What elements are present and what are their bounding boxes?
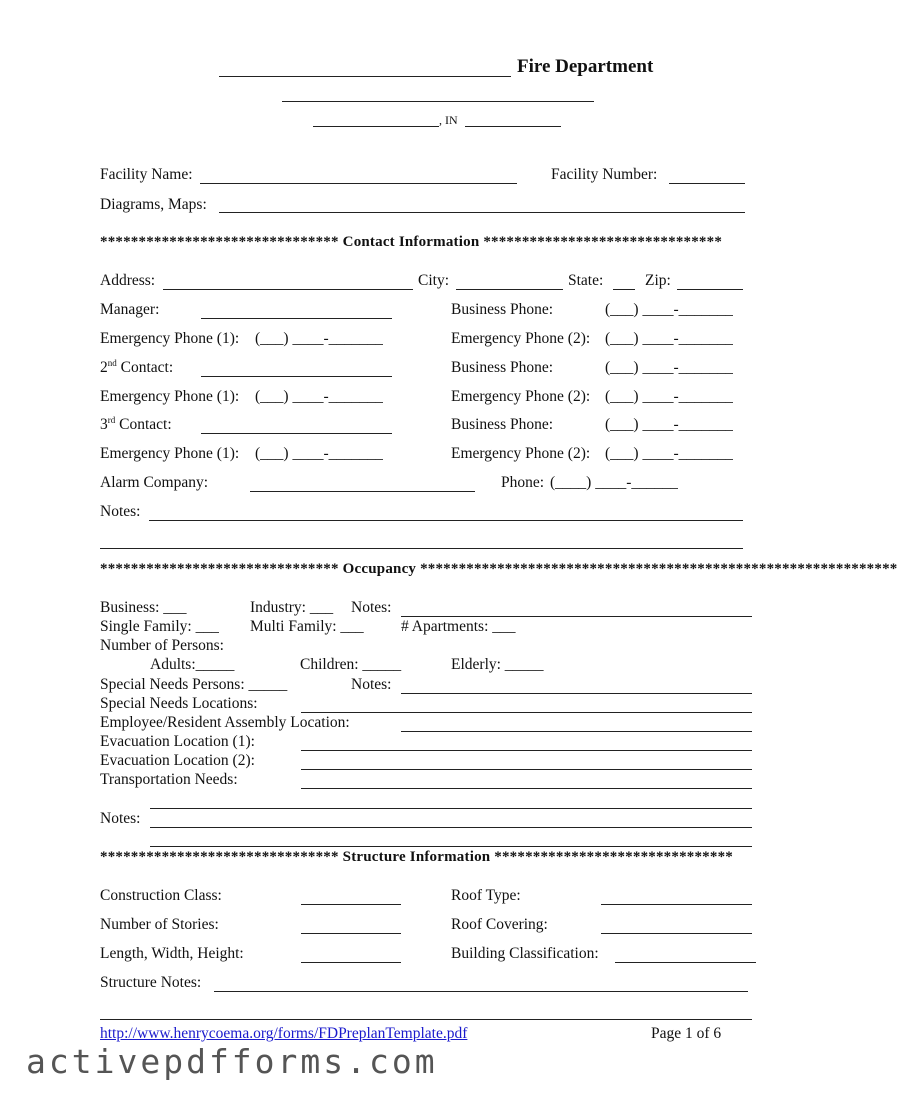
facility-name-field[interactable] [200,183,517,184]
third-contact-label [100,416,172,434]
occupancy-notes-field[interactable] [401,616,752,617]
occupancy-notes-label: Notes: [351,599,392,616]
facility-number-label: Facility Number: [551,166,658,183]
city-label: City: [418,272,450,289]
single-family-label[interactable]: Single Family: ___ [100,618,219,635]
address-line-blank[interactable] [282,101,594,102]
third-ordinal: 3 [100,416,108,433]
second-contact-label [100,359,173,377]
third-contact-field[interactable] [201,433,392,434]
evacuation-location-2-label: Evacuation Location (2): [100,752,255,769]
zip-label: Zip: [645,272,671,289]
department-name-blank[interactable] [219,76,511,77]
manager-business-phone-field[interactable]: (___) ____-_______ [605,301,733,318]
children-label[interactable]: Children: _____ [300,656,402,673]
number-of-stories-field[interactable] [301,933,401,934]
multi-family-label[interactable]: Multi Family: ___ [250,618,364,635]
address-label: Address: [100,272,156,289]
special-needs-notes-label: Notes: [351,676,392,693]
second-emergency2-field[interactable]: (___) ____-_______ [605,388,733,405]
structure-notes-field-1[interactable] [214,991,748,992]
address-field[interactable] [163,289,413,290]
second-business-phone-field[interactable]: (___) ____-_______ [605,359,733,376]
manager-label: Manager: [100,301,160,318]
occupancy-notes2-field-3[interactable] [150,846,752,847]
manager-business-phone-label: Business Phone: [451,301,554,318]
building-classification-label: Building Classification: [451,945,599,962]
adults-label[interactable]: Adults:_____ [150,656,235,673]
occupancy-notes2-field-1[interactable] [150,808,752,809]
roof-covering-label: Roof Covering: [451,916,548,933]
second-business-phone-label: Business Phone: [451,359,554,376]
third-emergency1-field[interactable]: (___) ____-_______ [255,445,383,462]
alarm-phone-label: Phone: [501,474,545,491]
state-field[interactable] [613,289,635,290]
stars-left: ******************************* [100,561,339,577]
alarm-company-field[interactable] [250,491,475,492]
contact-notes-field-1[interactable] [149,520,743,521]
special-needs-notes-field[interactable] [401,693,752,694]
transportation-needs-field[interactable] [301,788,752,789]
roof-type-label: Roof Type: [451,887,521,904]
special-needs-persons-label[interactable]: Special Needs Persons: _____ [100,676,288,693]
contact-section-title: Contact Information [342,234,480,250]
construction-class-label: Construction Class: [100,887,222,904]
manager-emergency1-field[interactable]: (___) ____-_______ [255,330,383,347]
third-ordinal-suffix: rd [107,415,116,425]
second-ordinal: 2 [100,359,108,376]
length-width-height-field[interactable] [301,962,401,963]
stars-right: ******************************* [420,561,659,577]
third-emergency2-label: Emergency Phone (2): [451,445,591,462]
manager-emergency2-label: Emergency Phone (2): [451,330,591,347]
special-needs-locations-label: Special Needs Locations: [100,695,258,712]
occupancy-section-title: Occupancy [342,561,417,577]
zip-blank[interactable] [465,126,561,127]
diagrams-label: Diagrams, Maps: [100,196,207,213]
state-label: State: [568,272,604,289]
evacuation-location-1-label: Evacuation Location (1): [100,733,255,750]
contact-notes-field-2[interactable] [100,548,743,549]
transportation-needs-label: Transportation Needs: [100,771,238,788]
occupancy-section-header [100,561,897,578]
stars-right: ******************************* [494,849,733,865]
elderly-label[interactable]: Elderly: _____ [451,656,544,673]
second-contact-field[interactable] [201,376,392,377]
city-field[interactable] [456,289,563,290]
third-business-phone-field[interactable]: (___) ____-_______ [605,416,733,433]
facility-name-label: Facility Name: [100,166,193,183]
facility-number-field[interactable] [669,183,745,184]
diagrams-field[interactable] [219,212,745,213]
industry-label[interactable]: Industry: ___ [250,599,334,616]
zip-field[interactable] [677,289,743,290]
structure-notes-label: Structure Notes: [100,974,202,991]
third-contact-word: Contact: [115,416,172,433]
structure-section-title: Structure Information [342,849,491,865]
occupancy-notes2-field-2[interactable] [150,827,752,828]
stars-right: ******************************* [483,234,723,250]
page-number: Page 1 of 6 [651,1025,722,1042]
state-separator: , IN [439,113,458,127]
roof-type-field[interactable] [601,904,752,905]
footer-url-link[interactable]: http://www.henrycoema.org/forms/FDPreplanTemplate.pdf [100,1025,468,1042]
special-needs-locations-field[interactable] [301,712,752,713]
persons-label: Number of Persons: [100,637,224,654]
watermark-text: activepdfforms.com [26,1042,438,1081]
occupancy-notes2-label: Notes: [100,810,141,827]
building-classification-field[interactable] [615,962,756,963]
stars-left: ******************************* [100,234,339,250]
evacuation-location-2-field[interactable] [301,769,752,770]
apartments-label[interactable]: # Apartments: ___ [401,618,516,635]
city-blank[interactable] [313,126,439,127]
structure-notes-field-2[interactable] [100,1019,752,1020]
second-emergency1-label: Emergency Phone (1): [100,388,240,405]
assembly-location-field[interactable] [401,731,752,732]
second-contact-word: Contact: [116,359,174,376]
second-emergency1-field[interactable]: (___) ____-_______ [255,388,383,405]
alarm-phone-field[interactable]: (____) ____-______ [550,474,678,491]
alarm-company-label: Alarm Company: [100,474,209,491]
length-width-height-label: Length, Width, Height: [100,945,244,962]
third-business-phone-label: Business Phone: [451,416,554,433]
third-emergency1-label: Emergency Phone (1): [100,445,240,462]
third-emergency2-field[interactable]: (___) ____-_______ [605,445,733,462]
stars-left: ******************************* [100,849,339,865]
stars-right-extra: ******************************* [658,561,897,577]
manager-emergency1-label: Emergency Phone (1): [100,330,240,347]
contact-notes-label: Notes: [100,503,141,520]
structure-section-header [100,849,775,866]
second-emergency2-label: Emergency Phone (2): [451,388,591,405]
construction-class-field[interactable] [301,904,401,905]
manager-field[interactable] [201,318,392,319]
department-title: Fire Department [517,56,654,77]
second-ordinal-suffix: nd [107,358,117,368]
assembly-location-label: Employee/Resident Assembly Location: [100,714,350,731]
roof-covering-field[interactable] [601,933,752,934]
evacuation-location-1-field[interactable] [301,750,752,751]
contact-section-header [100,234,775,251]
manager-emergency2-field[interactable]: (___) ____-_______ [605,330,733,347]
number-of-stories-label: Number of Stories: [100,916,219,933]
business-label[interactable]: Business: ___ [100,599,187,616]
